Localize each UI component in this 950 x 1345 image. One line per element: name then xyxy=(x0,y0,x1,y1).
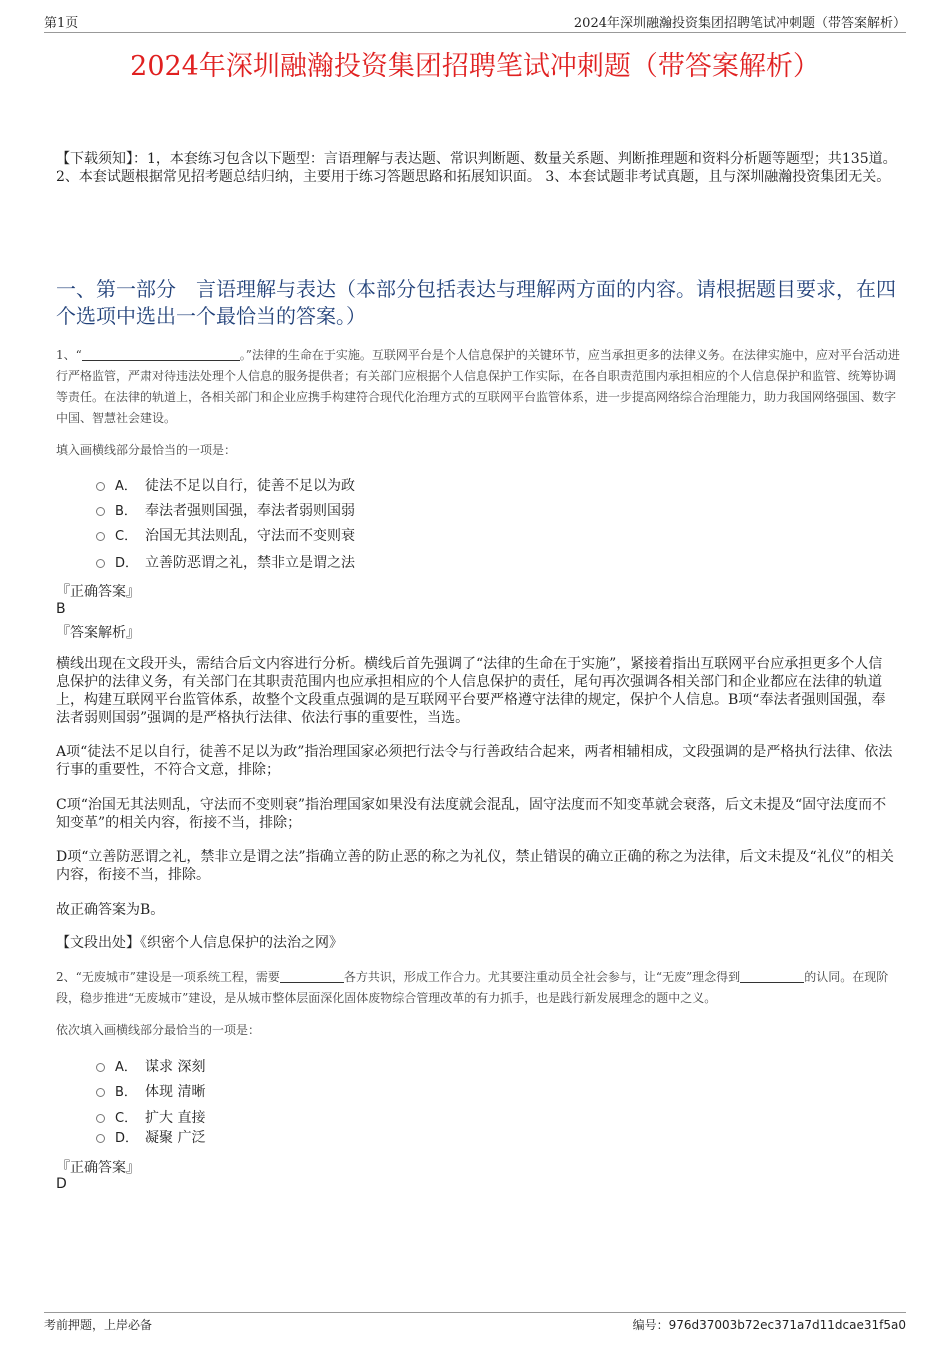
analysis-paragraph: 横线出现在文段开头，需结合后文内容进行分析。横线后首先强调了“法律的生命在于实施”，紧接着指出互联网平台应承担更多个人信息保护的法律义务，有关部门在其职责范围内也应承担相应的个人信息保护的责任，尾句再次强调各相关部门和企业都应在法律的轨道上，构建互联网平台监管体系，故整个文段重点强调的是互联网平台要严格遵守法律的规定，保护个人信息。B项“奉法者强则国强，奉法者弱则国弱”强调的是严格执行法律、依法行事的重要性，当选。 xyxy=(56,656,886,726)
radio-icon[interactable] xyxy=(96,1063,105,1072)
page-header xyxy=(44,12,906,32)
answer-label: 『正确答案』 xyxy=(56,584,140,600)
analysis-conclusion: 故正确答案为B。 xyxy=(56,902,165,918)
question-2-option-c[interactable]: C． 扩大 直接 xyxy=(96,1107,205,1129)
question-2-option-d[interactable]: D． 凝聚 广泛 xyxy=(96,1127,205,1149)
analysis-paragraph: C项“治国无其法则乱，守法而不变则衰”指治理国家如果没有法度就会混乱，固守法度而不知变革就会衰落，后文未提及“固守法度而不知变革”的相关内容，衔接不当，排除； xyxy=(56,797,887,831)
analysis-label: 『答案解析』 xyxy=(56,625,140,641)
header-doc-title: 2024年深圳融瀚投资集团招聘笔试冲刺题（带答案解析） xyxy=(573,16,906,31)
radio-icon[interactable] xyxy=(96,1088,105,1097)
question-2-answer: D xyxy=(56,1176,67,1192)
question-1-option-d[interactable]: D． 立善防恶谓之礼，禁非立是谓之法 xyxy=(96,552,355,574)
question-1-option-c[interactable]: C． 治国无其法则乱，守法而不变则衰 xyxy=(96,525,355,547)
question-1-prompt: 填入画横线部分最恰当的一项是： xyxy=(56,443,237,457)
question-2-option-b[interactable]: B． 体现 清晰 xyxy=(96,1081,205,1103)
answer-blank xyxy=(82,347,240,361)
radio-icon[interactable] xyxy=(96,532,105,541)
analysis-paragraph: D项“立善防恶谓之礼，禁非立是谓之法”指确立善的防止恶的称之为礼仪，禁止错误的确立正确的称之为法律，后文未提及“礼仪”的相关内容，衔接不当，排除。 xyxy=(56,849,894,883)
answer-blank xyxy=(740,969,804,983)
footer-code: 编号：976d37003b72ec371a7d11dcae31f5a0 xyxy=(632,1318,906,1332)
page-number: 第1页 xyxy=(44,16,79,31)
answer-label: 『正确答案』 xyxy=(56,1160,140,1176)
analysis-paragraph: A项“徒法不足以自行，徒善不足以为政”指治理国家必须把行法令与行善政结合起来，两者相辅相成，文段强调的是严格执行法律、依法行事的重要性，不符合文意，排除； xyxy=(56,744,893,778)
section-heading: 一、第一部分 言语理解与表达（本部分包括表达与理解两方面的内容。请根据题目要求，在四个选项中选出一个最恰当的答案。） xyxy=(56,277,896,328)
question-1-text: 。”法律的生命在于实施。互联网平台是个人信息保护的关键环节，应当承担更多的法律义务。在法律实施中，应对平台活动进行严格监管，严肃对待违法处理个人信息的服务提供者；有关部门应根据个人信息保护工作实际，在各自职责范围内承担相应的个人信息保护和监管、统筹协调等责任。在法律的轨道上，各相关部门和企业应携手构建符合现代化治理方式的互联网平台监管体系，进一步提高网络综合治理能力，助力我国网络强国、数字中国、智慧社会建设。 xyxy=(56,348,900,425)
question-1-prefix: 1、“ xyxy=(56,348,82,362)
radio-icon[interactable] xyxy=(96,559,105,568)
footer-divider xyxy=(44,1312,906,1313)
question-2-stem: 2、“无废城市”建设是一项系统工程，需要 各方共识，形成工作合力。尤其要注重动员全社会参与，让“无废”理念得到 的认同。在现阶段，稳步推进“无废城市”建设，是从城市整体层面深化固体废物综合管理改革的有力抓手，也是践行新发展理念的题中之义。 xyxy=(56,970,889,1005)
download-notice: 【下载须知】：1，本套练习包含以下题型：言语理解与表达题、常识判断题、数量关系题、判断推理题和资料分析题等题型；共135道。 2、本套试题根据常见招考题总结归纳，主要用于练习答题思路和拓展知识面。 3、本套试题非考试真题，且与深圳融瀚投资集团无关。 xyxy=(56,151,897,185)
question-2-option-a[interactable]: A． 谋求 深刻 xyxy=(96,1056,205,1078)
radio-icon[interactable] xyxy=(96,1134,105,1143)
source-citation: 【文段出处】《织密个人信息保护的法治之网》 xyxy=(56,935,343,951)
question-2-prompt: 依次填入画横线部分最恰当的一项是： xyxy=(56,1023,261,1037)
question-1-option-a[interactable]: A． 徒法不足以自行，徒善不足以为政 xyxy=(96,475,355,497)
header-divider xyxy=(44,32,906,33)
radio-icon[interactable] xyxy=(96,1114,105,1123)
question-1-option-b[interactable]: B． 奉法者强则国强，奉法者弱则国弱 xyxy=(96,500,355,522)
footer-slogan: 考前押题，上岸必备 xyxy=(44,1318,153,1332)
question-1-stem xyxy=(56,345,901,429)
radio-icon[interactable] xyxy=(96,507,105,516)
document-title: 2024年深圳融瀚投资集团招聘笔试冲刺题（带答案解析） xyxy=(130,51,820,82)
radio-icon[interactable] xyxy=(96,482,105,491)
page-footer xyxy=(44,1316,906,1336)
answer-blank xyxy=(280,969,344,983)
question-1-answer: B xyxy=(56,601,66,617)
